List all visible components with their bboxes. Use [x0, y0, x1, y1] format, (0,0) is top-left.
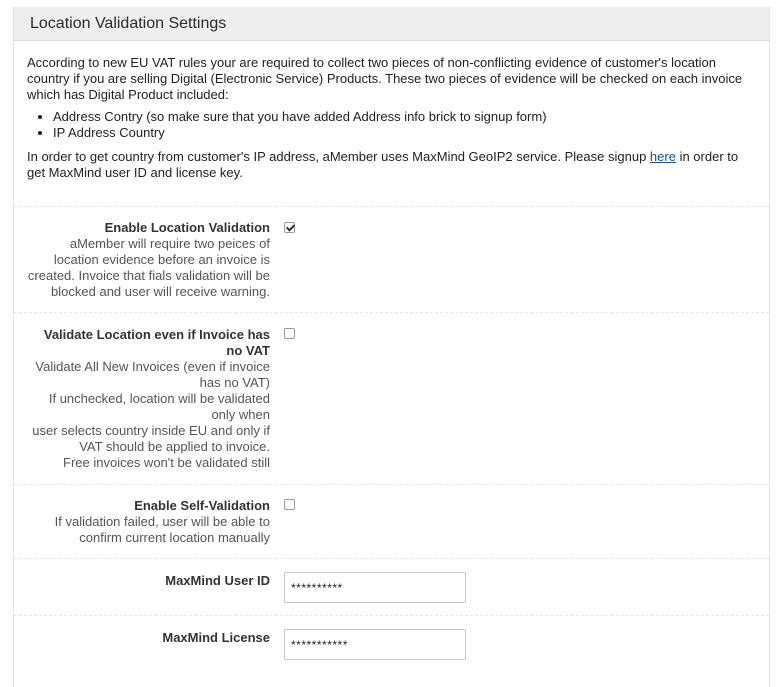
maxmind-license-input[interactable]	[284, 629, 466, 660]
maxmind-user-row	[14, 559, 769, 616]
list-item: • Address Contry (so make sure that you have added Address info brick to signup form)	[53, 109, 747, 125]
self-validation-desc: If validation failed, user will be able to confirm current location manually	[54, 514, 270, 545]
validate-no-vat-label: Validate Location even if Invoice has no VAT	[43, 327, 270, 358]
validate-no-vat-desc: Validate All New Invoices (even if invoice has no VAT) If unchecked, location will be validated only when user selects country inside EU and only if VAT should be applied to invoice. Free invoices won't be validated still	[32, 359, 270, 470]
enable-validation-checkbox[interactable]	[284, 222, 295, 233]
self-validation-label: Enable Self-Validation	[134, 498, 270, 513]
settings-panel	[13, 7, 770, 687]
self-validation-checkbox[interactable]	[284, 499, 295, 510]
enable-validation-label: Enable Location Validation	[104, 220, 270, 235]
intro-paragraph-2: In order to get country from customer's IP address, aMember uses MaxMind GeoIP2 service. Please signup here in order to get MaxMind user ID and license key.	[27, 149, 739, 180]
maxmind-user-label: MaxMind User ID	[165, 573, 270, 588]
validate-no-vat-checkbox[interactable]	[284, 328, 295, 339]
maxmind-license-row	[14, 616, 769, 686]
panel-title: Location Validation Settings	[14, 7, 769, 41]
signup-link[interactable]: here	[649, 149, 676, 164]
enable-validation-row	[14, 207, 769, 313]
intro-text	[14, 41, 769, 207]
intro-paragraph-1: According to new EU VAT rules your are required to collect two pieces of non-conflicting evidence of customer's location country if you are selling Digital (Electronic Service) Products. These two pieces of evidence will be checked on each invoice which has Digital Product included:	[27, 55, 743, 102]
self-validation-row	[14, 485, 769, 559]
list-item: • IP Address Country	[53, 125, 747, 141]
evidence-list	[27, 109, 747, 141]
validate-no-vat-row	[14, 313, 769, 485]
maxmind-license-label: MaxMind License	[162, 630, 270, 645]
maxmind-user-input[interactable]	[284, 572, 466, 603]
enable-validation-desc: aMember will require two peices of location evidence before an invoice is created. Invoice that fials validation will be blocked and user will receive warning.	[27, 236, 270, 299]
